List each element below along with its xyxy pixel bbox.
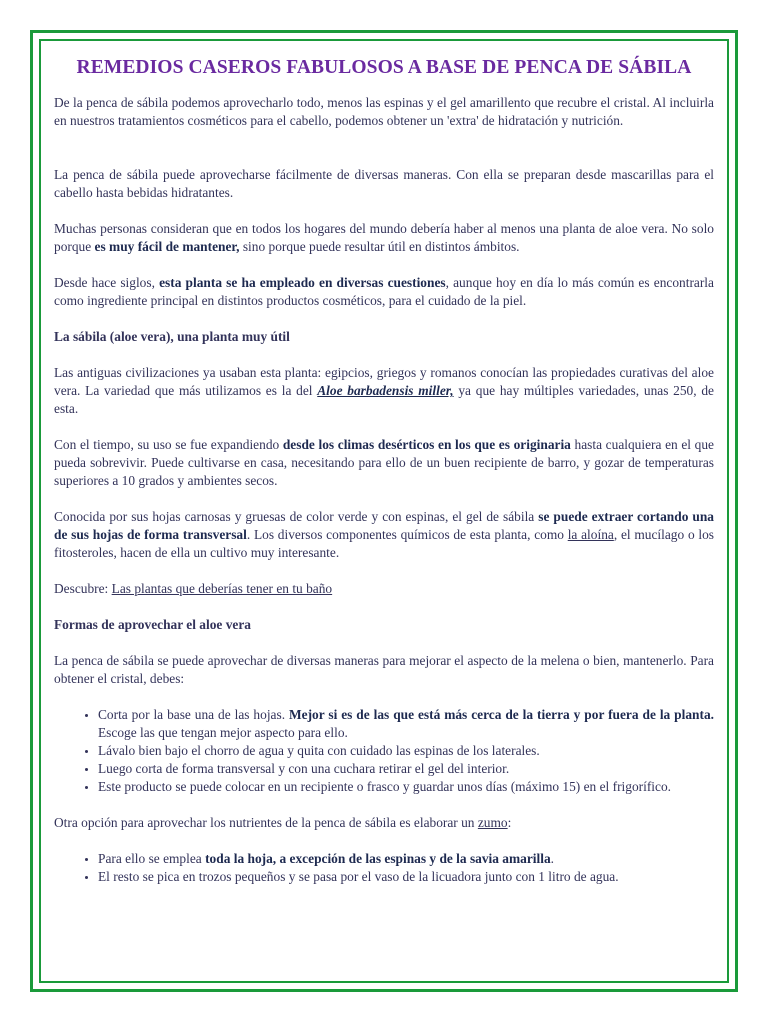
paragraph-expansion bbox=[54, 436, 714, 490]
paragraph-discover bbox=[54, 580, 714, 598]
page-title: REMEDIOS CASEROS FABULOSOS A BASE DE PENCA DE SÁBILA bbox=[76, 57, 692, 78]
section-heading-ways: Formas de aprovechar el aloe vera bbox=[54, 617, 251, 632]
bold-text: es muy fácil de mantener, bbox=[94, 239, 240, 254]
list-item bbox=[98, 850, 714, 868]
list-item: • Luego corta de forma transversal y con una cuchara retirar el gel del interior. bbox=[98, 760, 714, 778]
juice-list bbox=[54, 850, 714, 886]
bold-text: toda la hoja, a excepción de las espinas y de la savia amarilla bbox=[205, 851, 551, 866]
paragraph-juice bbox=[54, 814, 714, 832]
text-span: Escoge las que tengan mejor aspecto para ello. bbox=[98, 725, 348, 740]
bold-text: esta planta se ha empleado en diversas cuestiones bbox=[159, 275, 446, 290]
text-span: Otra opción para aprovechar los nutrientes de la penca de sábila es elaborar un bbox=[54, 815, 478, 830]
text-span: Desde hace siglos, bbox=[54, 275, 160, 290]
list-item: • Este producto se puede colocar en un recipiente o frasco y guardar unos días (máximo 15) en el frigorífico. bbox=[98, 778, 714, 796]
text-span: Para ello se emplea bbox=[98, 851, 206, 866]
document-body bbox=[54, 56, 714, 904]
text-span: , el mucílago o los fitosteroles, hacen de ella un cultivo muy interesante. bbox=[54, 527, 715, 560]
bold-text: se puede extraer cortando una de sus hojas de forma transversal bbox=[54, 509, 714, 542]
section-heading-useful-plant: La sábila (aloe vera), una planta muy útil bbox=[54, 329, 290, 344]
list-item: • Lávalo bien bajo el chorro de agua y quita con cuidado las espinas de los laterales. bbox=[98, 742, 714, 760]
text-span: : bbox=[507, 815, 512, 830]
text-span: , aunque hoy en día lo más común es encontrarla como ingrediente principal en distintos productos cosméticos, para el cuidado de la piel. bbox=[54, 275, 714, 308]
aloina-link[interactable]: la aloína bbox=[567, 527, 614, 542]
paragraph-leaves bbox=[54, 508, 714, 562]
text-span: . bbox=[550, 851, 555, 866]
intro-paragraph: De la penca de sábila podemos aprovecharlo todo, menos las espinas y el gel amarillento que recubre el cristal. Al incluirla en nuestros tratamientos cosméticos para el cabello, podemos obtener un 'extra' de hidratación y nutrición. bbox=[54, 95, 714, 128]
paragraph-households bbox=[54, 220, 714, 256]
aloe-barbadensis-link[interactable]: Aloe barbadensis miller, bbox=[317, 383, 454, 398]
text-span: Conocida por sus hojas carnosas y gruesas de color verde y con espinas, el gel de sábila bbox=[54, 509, 539, 524]
paragraph-ways: La penca de sábila se puede aprovechar de diversas maneras para mejorar el aspecto de la melena o bien, mantenerlo. Para obtener el cristal, debes: bbox=[54, 653, 714, 686]
text-span: Las antiguas civilizaciones ya usaban esta planta: egipcios, griegos y romanos conocían las propiedades curativas del aloe vera. La variedad que más utilizamos es la del bbox=[54, 365, 714, 398]
bathroom-plants-link[interactable]: Las plantas que deberías tener en tu baño bbox=[111, 581, 333, 596]
list-item: • El resto se pica en trozos pequeños y se pasa por el vaso de la licuadora junto con 1 litro de agua. bbox=[98, 868, 714, 886]
zumo-link[interactable]: zumo bbox=[477, 815, 508, 830]
paragraph-civilizations bbox=[54, 364, 714, 418]
text-span: ya que hay múltiples variedades, unas 250, de esta. bbox=[54, 383, 714, 416]
list-item bbox=[98, 706, 714, 742]
text-span: Corta por la base una de las hojas. bbox=[98, 707, 289, 722]
text-span: hasta cualquiera en el que pueda sobrevivir. Puede cultivarse en casa, necesitando para ello de un buen recipiente de barro, y gozar de temperaturas superiores a 10 grados y ambientes secos. bbox=[54, 437, 714, 488]
steps-list bbox=[54, 706, 714, 796]
bold-text: desde los climas desérticos en los que es originaria bbox=[282, 437, 571, 452]
paragraph-history bbox=[54, 274, 714, 310]
text-span: sino porque puede resultar útil en distintos ámbitos. bbox=[239, 239, 520, 254]
text-span: . Los diversos componentes químicos de esta planta, como bbox=[246, 527, 568, 542]
paragraph-usage: La penca de sábila puede aprovecharse fácilmente de diversas maneras. Con ella se preparan desde mascarillas para el cabello hasta bebidas hidratantes. bbox=[54, 167, 714, 200]
text-span: Muchas personas consideran que en todos los hogares del mundo debería haber al menos una planta de aloe vera. No solo porque bbox=[54, 221, 714, 254]
text-span: Con el tiempo, su uso se fue expandiendo bbox=[54, 437, 283, 452]
bold-text: Mejor si es de las que está más cerca de la tierra y por fuera de la planta. bbox=[288, 707, 714, 722]
text-span: Descubre: bbox=[54, 581, 112, 596]
